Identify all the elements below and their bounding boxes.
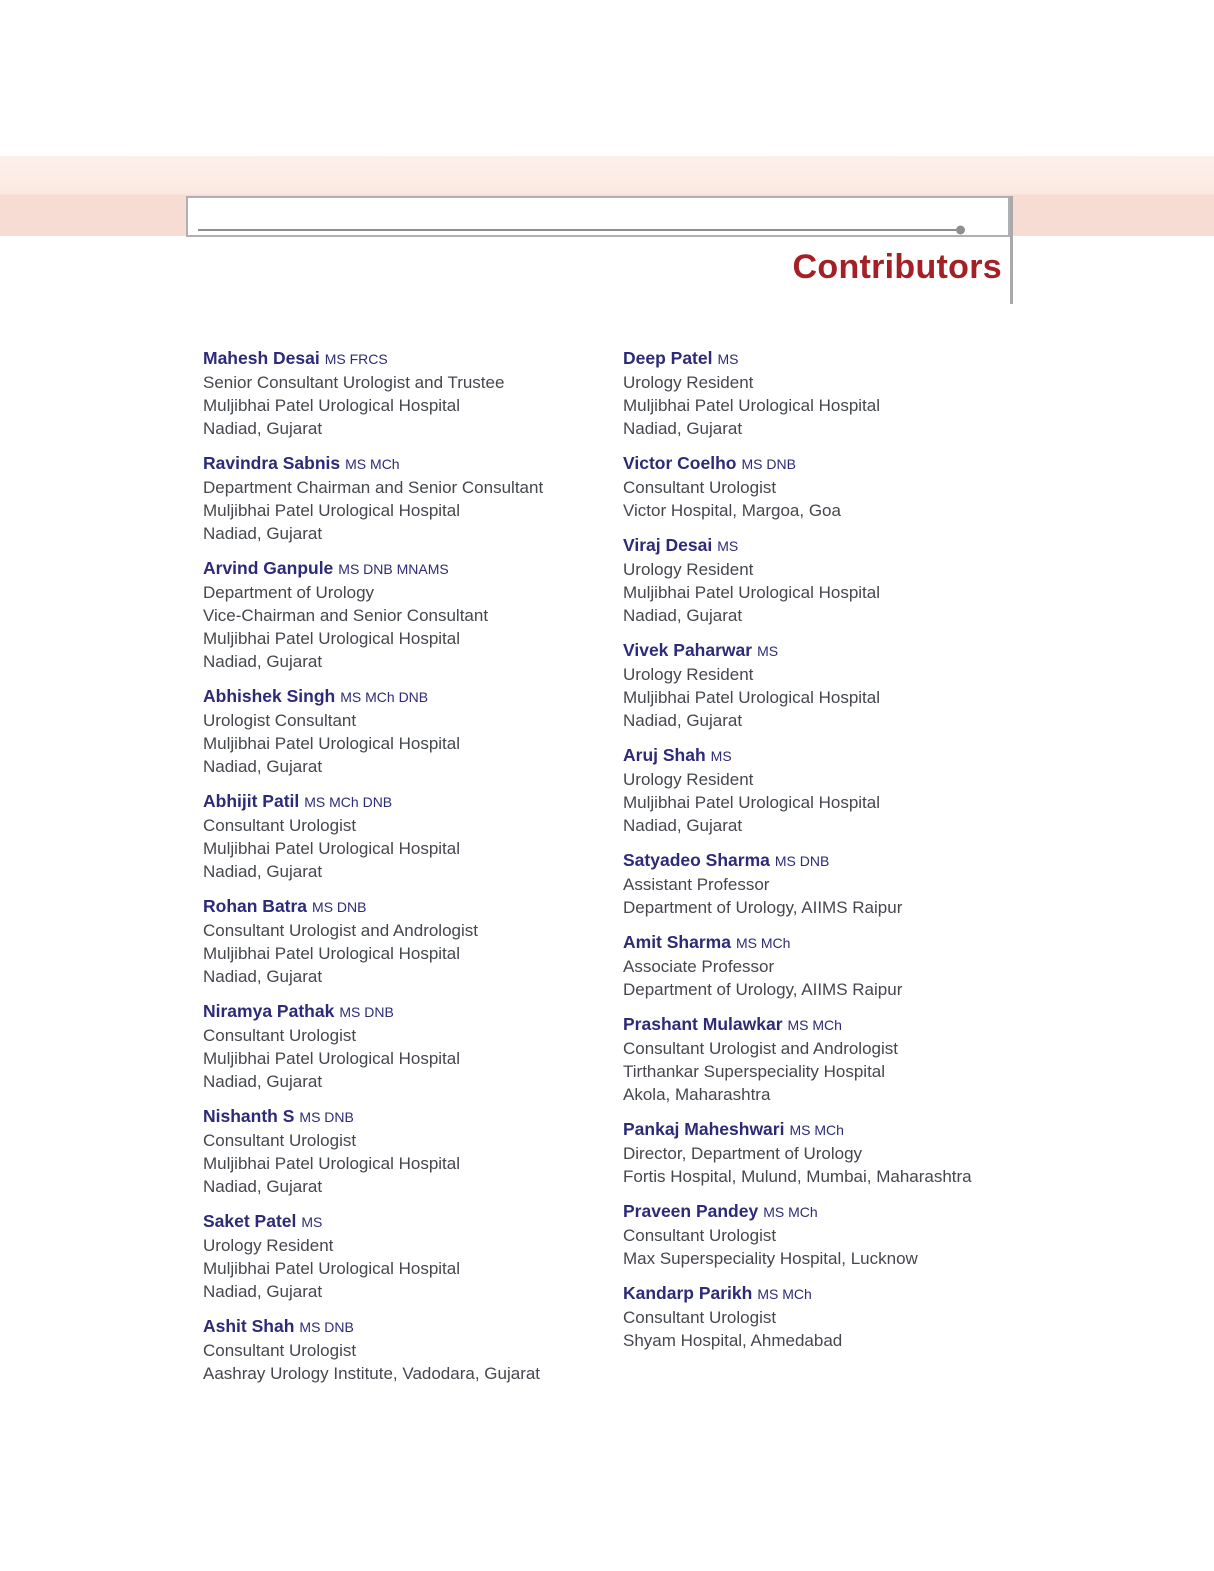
contributor-detail-line: Nadiad, Gujarat <box>623 419 743 438</box>
contributor-entry <box>203 685 618 778</box>
contributor-credentials: MS <box>710 748 732 764</box>
contributor-detail-line: Department of Urology <box>203 583 375 602</box>
contributor-entry <box>203 1105 618 1198</box>
contributor-detail-line: Consultant Urologist <box>623 478 777 497</box>
contributor-name: Ashit Shah <box>203 1316 295 1336</box>
rule-end-dot <box>956 226 965 235</box>
contributor-heading <box>623 744 1063 768</box>
contributor-detail-line: Consultant Urologist <box>203 1131 357 1150</box>
contributor-detail-line: Associate Professor <box>623 957 775 976</box>
contributor-detail-line: Muljibhai Patel Urological Hospital <box>203 734 461 753</box>
contributor-heading <box>203 895 618 919</box>
contributor-name: Arvind Ganpule <box>203 558 334 578</box>
contributor-credentials: MS DNB <box>339 1004 394 1020</box>
contributor-detail-line: Muljibhai Patel Urological Hospital <box>203 839 461 858</box>
contributor-heading <box>623 931 1063 955</box>
contributor-name: Ravindra Sabnis <box>203 453 341 473</box>
contributor-name: Abhishek Singh <box>203 686 336 706</box>
contributor-name: Rohan Batra <box>203 896 308 916</box>
contributor-name: Deep Patel <box>623 348 713 368</box>
contributors-column-left <box>203 347 618 1397</box>
contributor-credentials: MS MCh <box>345 456 400 472</box>
contributor-detail-line: Nadiad, Gujarat <box>203 1282 323 1301</box>
contributor-entry <box>623 1013 1063 1106</box>
contributor-detail-line: Tirthankar Superspeciality Hospital <box>623 1062 886 1081</box>
contributor-name: Nishanth S <box>203 1106 295 1126</box>
contributor-credentials: MS <box>757 643 779 659</box>
contributor-detail-line: Muljibhai Patel Urological Hospital <box>623 688 881 707</box>
contributor-heading <box>623 534 1063 558</box>
contributor-credentials: MS DNB MNAMS <box>338 561 449 577</box>
contributor-detail-line: Department of Urology, AIIMS Raipur <box>623 898 903 917</box>
contributor-heading <box>623 452 1063 476</box>
contributor-entry <box>623 849 1063 919</box>
contributor-detail-line: Muljibhai Patel Urological Hospital <box>203 944 461 963</box>
contributor-detail-line: Department Chairman and Senior Consultant <box>203 478 544 497</box>
contributor-heading <box>203 1105 618 1129</box>
contributor-credentials: MS DNB <box>774 853 830 869</box>
contributor-credentials: MS DNB <box>741 456 796 472</box>
contributor-detail-line: Muljibhai Patel Urological Hospital <box>203 396 461 415</box>
contributor-detail-line: Consultant Urologist <box>623 1226 777 1245</box>
contributor-detail-line: Consultant Urologist <box>623 1308 777 1327</box>
contributor-name: Saket Patel <box>203 1211 297 1231</box>
contributor-heading <box>623 1200 1063 1224</box>
contributor-credentials: MS DNB <box>299 1319 354 1335</box>
contributor-detail-line: Nadiad, Gujarat <box>203 652 323 671</box>
contributor-credentials: MS DNB <box>299 1109 354 1125</box>
contributor-heading <box>203 1210 618 1234</box>
contributor-detail-line: Muljibhai Patel Urological Hospital <box>623 583 881 602</box>
contributor-detail-line: Urology Resident <box>203 1236 334 1255</box>
contributor-entry <box>623 452 1063 522</box>
contributor-credentials: MS DNB <box>312 899 367 915</box>
contributor-detail-line: Urology Resident <box>623 560 754 579</box>
contributor-name: Vivek Paharwar <box>623 640 753 660</box>
contributor-name: Viraj Desai <box>623 535 713 555</box>
contributor-detail-line: Akola, Maharashtra <box>623 1085 771 1104</box>
contributor-detail-line: Fortis Hospital, Mulund, Mumbai, Maharashtra <box>623 1167 972 1186</box>
contributor-credentials: MS MCh <box>757 1286 812 1302</box>
contributor-entry <box>203 347 618 440</box>
contributor-entry <box>623 1118 1063 1188</box>
contributor-heading <box>203 557 618 581</box>
contributor-entry <box>203 1210 618 1303</box>
contributor-heading <box>203 685 618 709</box>
contributor-detail-line: Nadiad, Gujarat <box>203 1177 323 1196</box>
contributor-credentials: MS MCh <box>763 1204 818 1220</box>
contributor-detail-line: Urologist Consultant <box>203 711 357 730</box>
contributor-name: Niramya Pathak <box>203 1001 335 1021</box>
contributor-heading <box>623 347 1063 371</box>
contributor-heading <box>203 790 618 814</box>
contributor-detail-line: Nadiad, Gujarat <box>203 967 323 986</box>
page-title: Contributors <box>792 248 1002 286</box>
contributors-column-right <box>623 347 1063 1364</box>
contributor-detail-line: Max Superspeciality Hospital, Lucknow <box>623 1249 918 1268</box>
contributor-detail-line: Muljibhai Patel Urological Hospital <box>203 1049 461 1068</box>
contributor-heading <box>203 452 618 476</box>
contributor-detail-line: Urology Resident <box>623 665 754 684</box>
contributor-name: Prashant Mulawkar <box>623 1014 783 1034</box>
contributor-name: Pankaj Maheshwari <box>623 1119 785 1139</box>
contributor-entry <box>203 557 618 673</box>
contributor-detail-line: Consultant Urologist <box>203 816 357 835</box>
contributor-entry <box>203 452 618 545</box>
contributor-name: Abhijit Patil <box>203 791 300 811</box>
contributor-detail-line: Consultant Urologist and Andrologist <box>623 1039 898 1058</box>
contributor-entry <box>623 931 1063 1001</box>
contributor-detail-line: Nadiad, Gujarat <box>203 1072 323 1091</box>
contributor-name: Amit Sharma <box>623 932 731 952</box>
contributor-credentials: MS MCh <box>735 935 791 951</box>
contributor-entry <box>623 639 1063 732</box>
decorative-frame <box>186 196 1010 237</box>
decorative-vertical-rule <box>1010 196 1013 304</box>
contributor-entry <box>623 347 1063 440</box>
contributor-detail-line: Nadiad, Gujarat <box>203 862 323 881</box>
contributor-detail-line: Muljibhai Patel Urological Hospital <box>203 1154 461 1173</box>
contributor-detail-line: Director, Department of Urology <box>623 1144 863 1163</box>
contributor-heading <box>203 1000 618 1024</box>
contributor-credentials: MS MCh DNB <box>304 794 393 810</box>
contributor-heading <box>623 1013 1063 1037</box>
contributor-credentials: MS MCh <box>789 1122 844 1138</box>
decorative-rule <box>198 229 956 231</box>
contributor-detail-line: Urology Resident <box>623 770 754 789</box>
contributor-entry <box>623 744 1063 837</box>
contributor-detail-line: Nadiad, Gujarat <box>203 419 323 438</box>
contributor-entry <box>623 1282 1063 1352</box>
contributor-detail-line: Nadiad, Gujarat <box>623 816 743 835</box>
contributor-detail-line: Assistant Professor <box>623 875 770 894</box>
contributor-credentials: MS <box>301 1214 323 1230</box>
contributor-detail-line: Aashray Urology Institute, Vadodara, Gujarat <box>203 1364 541 1383</box>
contributor-credentials: MS MCh DNB <box>340 689 429 705</box>
contributor-heading <box>623 639 1063 663</box>
contributor-detail-line: Senior Consultant Urologist and Trustee <box>203 373 505 392</box>
contributor-detail-line: Consultant Urologist <box>203 1341 357 1360</box>
contributor-name: Praveen Pandey <box>623 1201 759 1221</box>
contributor-detail-line: Muljibhai Patel Urological Hospital <box>203 629 461 648</box>
contributor-detail-line: Victor Hospital, Margoa, Goa <box>623 501 841 520</box>
contributor-name: Kandarp Parikh <box>623 1283 753 1303</box>
contributor-name: Satyadeo Sharma <box>623 850 770 870</box>
contributor-credentials: MS <box>717 538 739 554</box>
contributor-entry <box>203 1315 618 1385</box>
contributor-detail-line: Urology Resident <box>623 373 754 392</box>
contributor-entry <box>623 1200 1063 1270</box>
contributor-detail-line: Muljibhai Patel Urological Hospital <box>623 396 881 415</box>
contributor-name: Victor Coelho <box>623 453 737 473</box>
contributor-heading <box>203 347 618 371</box>
contributor-detail-line: Shyam Hospital, Ahmedabad <box>623 1331 843 1350</box>
contributor-detail-line: Nadiad, Gujarat <box>623 606 743 625</box>
contributor-entry <box>203 895 618 988</box>
contributor-detail-line: Nadiad, Gujarat <box>203 524 323 543</box>
contributor-heading <box>623 849 1063 873</box>
contributor-detail-line: Vice-Chairman and Senior Consultant <box>203 606 489 625</box>
contributor-detail-line: Department of Urology, AIIMS Raipur <box>623 980 903 999</box>
contributor-heading <box>623 1282 1063 1306</box>
contributor-detail-line: Muljibhai Patel Urological Hospital <box>203 1259 461 1278</box>
contributor-heading <box>203 1315 618 1339</box>
contributor-detail-line: Nadiad, Gujarat <box>203 757 323 776</box>
contributor-entry <box>203 790 618 883</box>
contributor-detail-line: Muljibhai Patel Urological Hospital <box>203 501 461 520</box>
contributor-detail-line: Muljibhai Patel Urological Hospital <box>623 793 881 812</box>
contributor-heading <box>623 1118 1063 1142</box>
contributor-name: Mahesh Desai <box>203 348 320 368</box>
contributor-name: Aruj Shah <box>623 745 706 765</box>
contributor-detail-line: Consultant Urologist and Andrologist <box>203 921 478 940</box>
contributor-credentials: MS MCh <box>787 1017 842 1033</box>
contributor-credentials: MS FRCS <box>324 351 388 367</box>
contributor-detail-line: Consultant Urologist <box>203 1026 357 1045</box>
contributor-detail-line: Nadiad, Gujarat <box>623 711 743 730</box>
contributor-entry <box>203 1000 618 1093</box>
contributor-credentials: MS <box>717 351 739 367</box>
contributor-entry <box>623 534 1063 627</box>
